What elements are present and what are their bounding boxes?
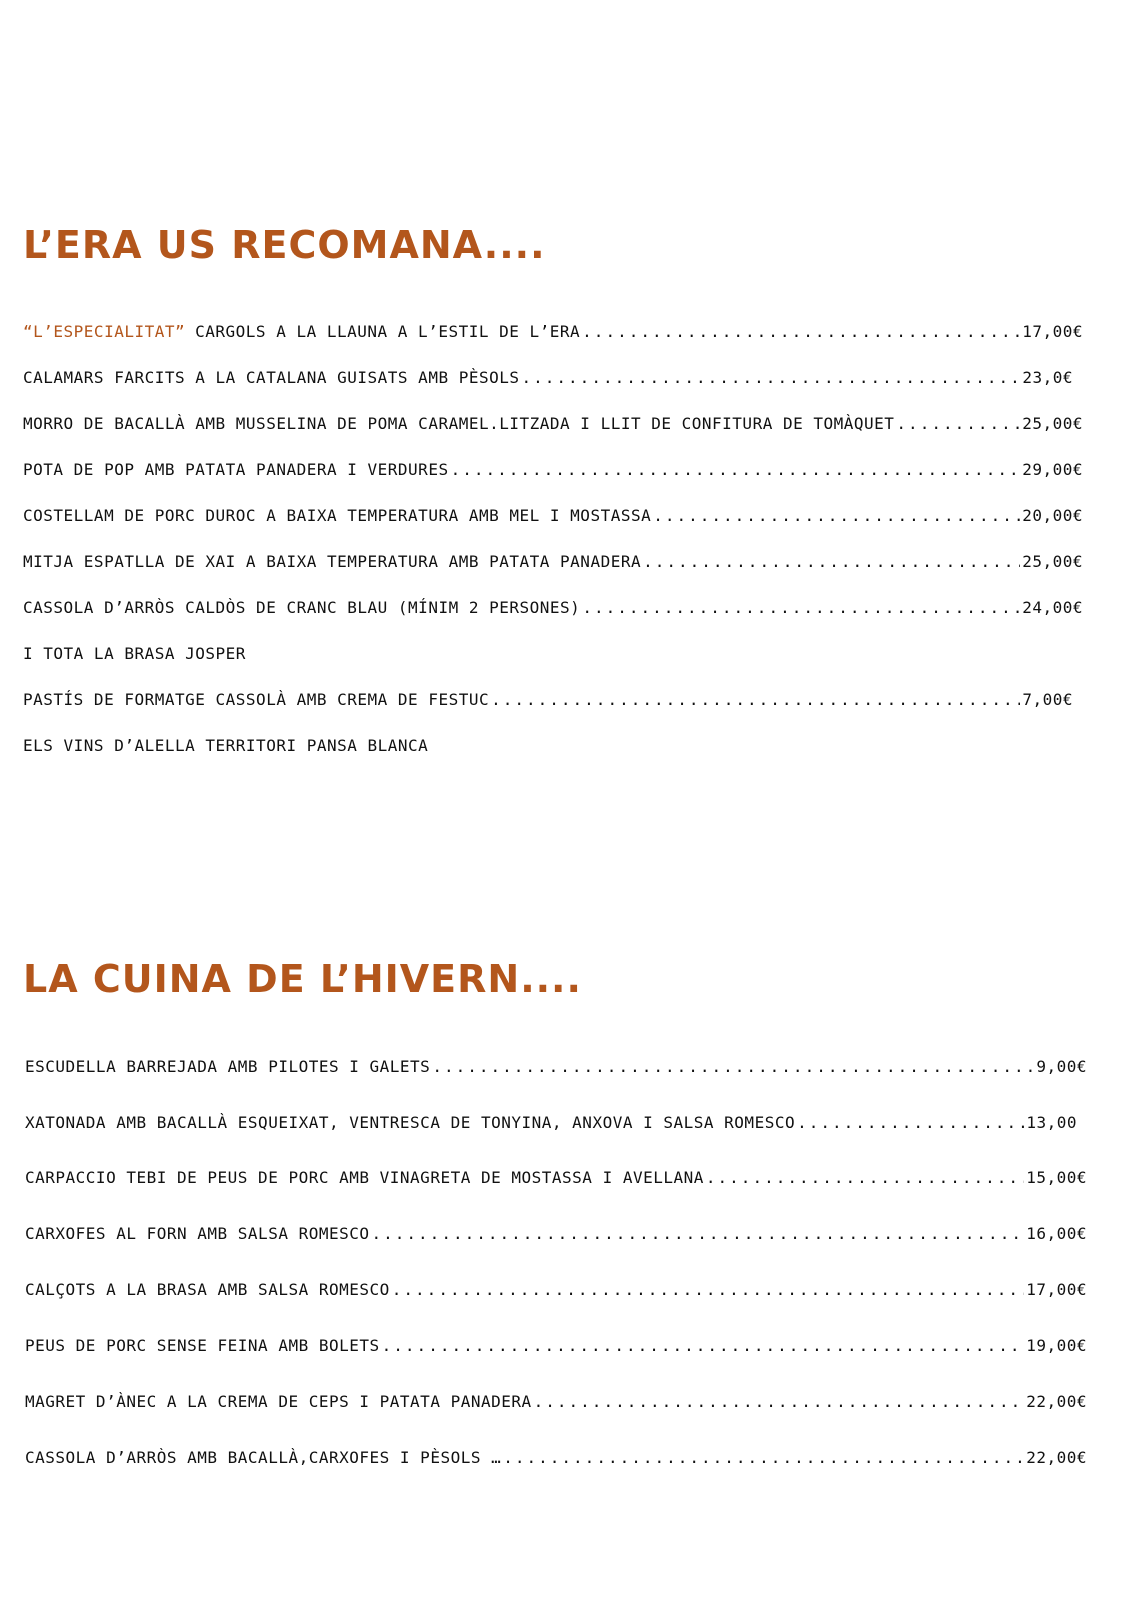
- item-price: 13,00: [1026, 1113, 1077, 1132]
- item-price: 24,00€: [1022, 598, 1083, 617]
- item-name: PASTÍS DE FORMATGE CASSOLÀ AMB CREMA DE FESTUC: [23, 690, 490, 709]
- item-name: CARPACCIO TEBI DE PEUS DE PORC AMB VINAGRETA DE MOSTASSA I AVELLANA: [25, 1168, 704, 1187]
- item-price: 25,00€: [1022, 552, 1083, 571]
- item-price: 29,00€: [1022, 460, 1083, 479]
- item-name: ESCUDELLA BARREJADA AMB PILOTES I GALETS: [25, 1057, 431, 1076]
- menu-item: [25, 1224, 1087, 1244]
- item-price: 7,00€: [1022, 690, 1073, 709]
- dot-leader: [451, 460, 1021, 480]
- section-title: L’ERA US RECOMANA....: [23, 223, 546, 267]
- dot-leader: [582, 322, 1020, 342]
- item-name: POTA DE POP AMB PATATA PANADERA I VERDURES: [23, 460, 449, 479]
- dot-leader: [382, 1336, 1025, 1356]
- item-name: CALAMARS FARCITS A LA CATALANA GUISATS AMB PÈSOLS: [23, 368, 520, 387]
- menu-item: [25, 1057, 1087, 1077]
- item-name: CASSOLA D’ARRÒS AMB BACALLÀ,CARXOFES I PÈSOLS …: [25, 1448, 502, 1467]
- item-name: PEUS DE PORC SENSE FEINA AMB BOLETS: [25, 1336, 380, 1355]
- dot-leader: [582, 598, 1020, 618]
- item-price: 22,00€: [1026, 1448, 1087, 1467]
- menu-item: [23, 552, 1083, 572]
- item-price: 15,00€: [1026, 1168, 1087, 1187]
- item-price: 23,0€: [1022, 368, 1073, 387]
- dot-leader: [896, 414, 1020, 434]
- dot-leader: [534, 1392, 1025, 1412]
- menu-item: [23, 736, 723, 756]
- item-name: MORRO DE BACALLÀ AMB MUSSELINA DE POMA CARAMEL.LITZADA I LLIT DE CONFITURA DE TOMÀQUET: [23, 414, 895, 433]
- item-name: CARXOFES AL FORN AMB SALSA ROMESCO: [25, 1224, 370, 1243]
- item-price: 25,00€: [1022, 414, 1083, 433]
- item-tag: “L’ESPECIALITAT”: [23, 322, 186, 341]
- dot-leader: [522, 368, 1021, 388]
- dot-leader: [503, 1448, 1024, 1468]
- dot-leader: [643, 552, 1020, 572]
- item-price: 16,00€: [1026, 1224, 1087, 1243]
- item-name: CASSOLA D’ARRÒS CALDÒS DE CRANC BLAU (MÍNIM 2 PERSONES): [23, 598, 581, 617]
- section-title: LA CUINA DE L’HIVERN....: [23, 957, 582, 1001]
- item-name: CARGOLS A LA LLAUNA A L’ESTIL DE L’ERA: [195, 322, 581, 341]
- dot-leader: [392, 1280, 1024, 1300]
- menu-item: [25, 1392, 1087, 1412]
- dot-leader: [653, 506, 1020, 526]
- item-price: 9,00€: [1036, 1057, 1087, 1076]
- menu-item: [25, 1113, 1077, 1133]
- item-name: XATONADA AMB BACALLÀ ESQUEIXAT, VENTRESCA DE TONYINA, ANXOVA I SALSA ROMESCO: [25, 1113, 796, 1132]
- menu-item: [23, 460, 1083, 480]
- menu-item: [23, 598, 1083, 618]
- dot-leader: [797, 1113, 1024, 1133]
- item-price: 20,00€: [1022, 506, 1083, 525]
- dot-leader: [491, 690, 1020, 710]
- dot-leader: [706, 1168, 1024, 1188]
- menu-item: [25, 1168, 1087, 1188]
- dot-leader: [432, 1057, 1034, 1077]
- item-name: MITJA ESPATLLA DE XAI A BAIXA TEMPERATURA AMB PATATA PANADERA: [23, 552, 642, 571]
- menu-item: [25, 1336, 1087, 1356]
- item-price: 19,00€: [1026, 1336, 1087, 1355]
- item-price: 17,00€: [1026, 1280, 1087, 1299]
- menu-item: [25, 1448, 1087, 1468]
- menu-item: [25, 1280, 1087, 1300]
- menu-item: [23, 368, 1073, 388]
- item-name: CALÇOTS A LA BRASA AMB SALSA ROMESCO: [25, 1280, 390, 1299]
- item-name: COSTELLAM DE PORC DUROC A BAIXA TEMPERATURA AMB MEL I MOSTASSA: [23, 506, 652, 525]
- dot-leader: [372, 1224, 1025, 1244]
- menu-item: [23, 322, 1083, 342]
- item-name: I TOTA LA BRASA JOSPER: [23, 644, 246, 663]
- menu-item: [23, 506, 1083, 526]
- item-name: ELS VINS D’ALELLA TERRITORI PANSA BLANCA: [23, 736, 429, 755]
- item-price: 22,00€: [1026, 1392, 1087, 1411]
- item-name: MAGRET D’ÀNEC A LA CREMA DE CEPS I PATATA PANADERA: [25, 1392, 532, 1411]
- menu-item: [23, 644, 623, 664]
- menu-item: [23, 414, 1083, 434]
- item-price: 17,00€: [1022, 322, 1083, 341]
- menu-item: [23, 690, 1073, 710]
